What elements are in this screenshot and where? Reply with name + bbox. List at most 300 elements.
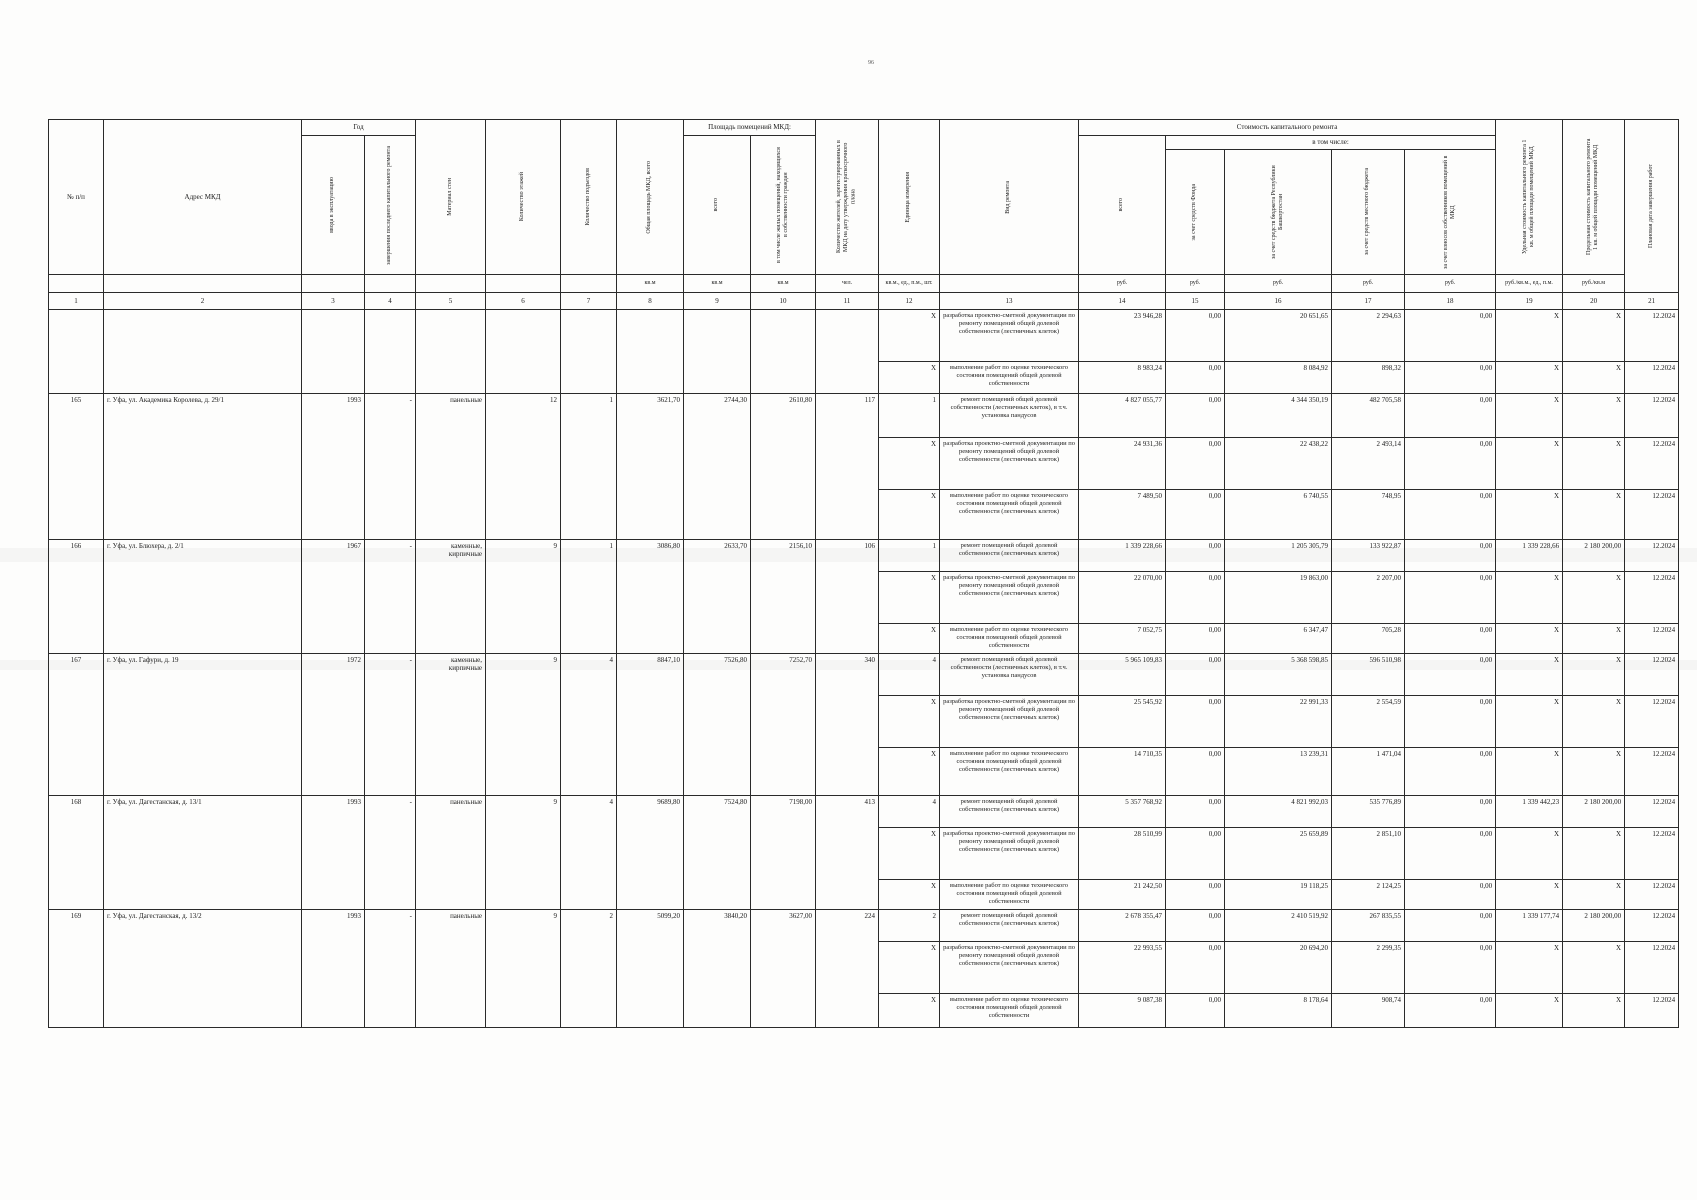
col-header-material: Материал стен [416,120,486,275]
cell-unit: Х [879,362,940,394]
cell-limit-cost: 2 180 200,00 [1563,540,1625,572]
unit-cell: кв.м [684,275,751,293]
col-header-year-built: ввода в эксплуатацию [302,136,365,275]
cell-unit: 1 [879,394,940,438]
unit-cell: кв.м., ед., п.м., шт. [879,275,940,293]
cell-work-type: разработка проектно-сметной документации по ремонту помещений общей долевой собственности (лестничных клеток) [940,438,1079,490]
column-number: 19 [1496,293,1563,310]
cell-year-built: 1993 [302,394,365,540]
col-header-address: Адрес МКД [104,120,302,275]
cell-specific-cost: Х [1496,828,1563,880]
cell-cost-local: 2 554,59 [1332,696,1405,748]
cell-area-living: 7198,00 [751,796,816,910]
cell-planned-date: 12.2024 [1625,994,1679,1028]
cell-cost-local: 2 299,35 [1332,942,1405,994]
column-number: 9 [684,293,751,310]
cell-cost-total: 22 070,00 [1079,572,1166,624]
cell-cost-owners: 0,00 [1405,942,1496,994]
group-header-cost: Стоимость капитального ремонта [1079,120,1496,136]
cell-work-type: разработка проектно-сметной документации по ремонту помещений общей долевой собственности (лестничных клеток) [940,572,1079,624]
cell-num: 166 [49,540,104,654]
cell-work-type: ремонт помещений общей долевой собственности (лестничных клеток) [940,540,1079,572]
cell-cost-local: 748,95 [1332,490,1405,540]
cell-entrances: 2 [561,910,617,1028]
cell-cost-fund: 0,00 [1166,828,1225,880]
group-header-cost-sub: в том числе: [1166,136,1496,150]
cell-cost-local: 898,32 [1332,362,1405,394]
cell-address: г. Уфа, ул. Дагестанская, д. 13/2 [104,910,302,1028]
cell-unit: 1 [879,540,940,572]
cell-cost-local: 267 835,55 [1332,910,1405,942]
cell-planned-date: 12.2024 [1625,696,1679,748]
cell-material: панельные [416,394,486,540]
col-header-num: № п/п [49,120,104,275]
cell-cost-local: 1 471,04 [1332,748,1405,796]
cell-cost-total: 8 983,24 [1079,362,1166,394]
cell-cost-rb: 22 991,33 [1225,696,1332,748]
cell-specific-cost: 1 339 177,74 [1496,910,1563,942]
cell-residents: 117 [816,394,879,540]
table-row [49,654,1679,696]
cell-entrances: 1 [561,394,617,540]
cell-entrances: 4 [561,796,617,910]
cell-specific-cost: Х [1496,696,1563,748]
col-header-specific-cost: Удельная стоимость капитального ремонта 1 кв. м общей площади помещений МКД [1496,120,1563,275]
cell-cost-fund: 0,00 [1166,362,1225,394]
column-number: 5 [416,293,486,310]
cell-area-living: 2156,10 [751,540,816,654]
cell-cost-fund: 0,00 [1166,696,1225,748]
cell-cost-rb: 5 368 598,85 [1225,654,1332,696]
cell-work-type: ремонт помещений общей долевой собственности (лестничных клеток), в т.ч. установка пандусов [940,654,1079,696]
cell-cost-owners: 0,00 [1405,438,1496,490]
cell-floors: 12 [486,394,561,540]
cell-limit-cost: Х [1563,490,1625,540]
col-header-area-all: всего [684,136,751,275]
cell-cost-rb: 2 410 519,92 [1225,910,1332,942]
column-number: 8 [617,293,684,310]
cell-cost-rb: 19 863,00 [1225,572,1332,624]
cell-cost-rb: 6 347,47 [1225,624,1332,654]
cell-limit-cost: 2 180 200,00 [1563,796,1625,828]
cell-cost-rb: 6 740,55 [1225,490,1332,540]
cell-unit: 2 [879,910,940,942]
cell-cost-local: 482 705,58 [1332,394,1405,438]
cell-limit-cost: Х [1563,880,1625,910]
cell-cost-local: 2 294,63 [1332,310,1405,362]
cell-planned-date: 12.2024 [1625,796,1679,828]
cell-specific-cost: Х [1496,394,1563,438]
cell-material: панельные [416,796,486,910]
table-body [49,310,1679,1028]
cell-address: г. Уфа, ул. Гафури, д. 19 [104,654,302,796]
cell-specific-cost: Х [1496,490,1563,540]
cell-unit: Х [879,828,940,880]
cell-specific-cost: Х [1496,654,1563,696]
cell-specific-cost: 1 339 442,23 [1496,796,1563,828]
cell-area-total: 9689,80 [617,796,684,910]
cell-cost-total: 5 965 109,83 [1079,654,1166,696]
cell-area-all: 2633,70 [684,540,751,654]
cell-residents [816,310,879,394]
cell-num: 167 [49,654,104,796]
column-number: 14 [1079,293,1166,310]
cell-cost-fund: 0,00 [1166,310,1225,362]
cell-planned-date: 12.2024 [1625,362,1679,394]
cell-area-living: 2610,80 [751,394,816,540]
cell-cost-total: 7 052,75 [1079,624,1166,654]
cell-cost-owners: 0,00 [1405,880,1496,910]
cell-unit: Х [879,490,940,540]
cell-cost-local: 535 776,89 [1332,796,1405,828]
cell-cost-owners: 0,00 [1405,572,1496,624]
cell-limit-cost: Х [1563,654,1625,696]
cell-cost-fund: 0,00 [1166,748,1225,796]
cell-cost-total: 22 993,55 [1079,942,1166,994]
cell-cost-rb: 8 178,64 [1225,994,1332,1028]
cell-specific-cost: Х [1496,438,1563,490]
cell-work-type: ремонт помещений общей долевой собственности (лестничных клеток) [940,796,1079,828]
cell-cost-rb: 8 084,92 [1225,362,1332,394]
cell-area-all: 7524,80 [684,796,751,910]
cell-work-type: разработка проектно-сметной документации по ремонту помещений общей долевой собственности (лестничных клеток) [940,942,1079,994]
cell-work-type: выполнение работ по оценке технического состояния помещений общей долевой собственности [940,880,1079,910]
cell-limit-cost: Х [1563,438,1625,490]
units-row [49,275,1679,293]
cell-unit: Х [879,942,940,994]
cell-planned-date: 12.2024 [1625,490,1679,540]
column-number: 16 [1225,293,1332,310]
unit-cell: кв.м [751,275,816,293]
column-number: 2 [104,293,302,310]
cell-num: 168 [49,796,104,910]
cell-area-all: 2744,30 [684,394,751,540]
cell-cost-owners: 0,00 [1405,910,1496,942]
cell-work-type: выполнение работ по оценке технического состояния помещений общей долевой собственности (лестничных клеток) [940,748,1079,796]
cell-address: г. Уфа, ул. Академика Королева, д. 29/1 [104,394,302,540]
cell-work-type: разработка проектно-сметной документации по ремонту помещений общей долевой собственности (лестничных клеток) [940,696,1079,748]
table-row [49,394,1679,438]
col-header-unit: Единица измерения [879,120,940,275]
cell-specific-cost: Х [1496,994,1563,1028]
cell-planned-date: 12.2024 [1625,880,1679,910]
cell-planned-date: 12.2024 [1625,572,1679,624]
table-row [49,310,1679,362]
cell-limit-cost: Х [1563,310,1625,362]
cell-cost-fund: 0,00 [1166,394,1225,438]
cell-cost-owners: 0,00 [1405,696,1496,748]
cell-floors: 9 [486,796,561,910]
cell-num [49,310,104,394]
cell-cost-rb: 13 239,31 [1225,748,1332,796]
unit-cell: руб. [1405,275,1496,293]
cell-unit: Х [879,748,940,796]
cell-work-type: разработка проектно-сметной документации по ремонту помещений общей долевой собственности (лестничных клеток) [940,828,1079,880]
cell-cost-owners: 0,00 [1405,748,1496,796]
cell-planned-date: 12.2024 [1625,654,1679,696]
column-numbers-row [49,293,1679,310]
cell-year-repair: - [365,654,416,796]
group-header-area: Площадь помещений МКД: [684,120,816,136]
cell-cost-rb: 25 659,89 [1225,828,1332,880]
cell-work-type: выполнение работ по оценке технического состояния помещений общей долевой собственности [940,994,1079,1028]
cell-cost-fund: 0,00 [1166,796,1225,828]
cell-cost-owners: 0,00 [1405,540,1496,572]
cell-material [416,310,486,394]
cell-address [104,310,302,394]
col-header-local-budget: за счет средств местного бюджета [1332,150,1405,275]
cell-cost-total: 28 510,99 [1079,828,1166,880]
cell-cost-fund: 0,00 [1166,994,1225,1028]
cell-area-all: 3840,20 [684,910,751,1028]
cell-floors: 9 [486,540,561,654]
cell-cost-rb: 20 651,65 [1225,310,1332,362]
unit-cell: руб. [1079,275,1166,293]
cell-area-total: 8847,10 [617,654,684,796]
cell-area-total: 5099,20 [617,910,684,1028]
column-number: 11 [816,293,879,310]
cell-limit-cost: Х [1563,696,1625,748]
column-number: 15 [1166,293,1225,310]
cell-year-repair: - [365,910,416,1028]
cell-specific-cost: Х [1496,362,1563,394]
cell-specific-cost: Х [1496,942,1563,994]
cell-limit-cost: Х [1563,362,1625,394]
col-header-area-living: в том числе жилых помещений, находящихся в собственности граждан [751,136,816,275]
cell-residents: 413 [816,796,879,910]
cell-year-built: 1993 [302,910,365,1028]
cell-residents: 340 [816,654,879,796]
cell-work-type: ремонт помещений общей долевой собственности (лестничных клеток) [940,910,1079,942]
cell-cost-rb: 20 694,20 [1225,942,1332,994]
column-number: 18 [1405,293,1496,310]
cell-year-repair: - [365,394,416,540]
cell-specific-cost: Х [1496,624,1563,654]
cell-unit: Х [879,696,940,748]
cell-planned-date: 12.2024 [1625,828,1679,880]
cell-cost-fund: 0,00 [1166,624,1225,654]
cell-area-all: 7526,80 [684,654,751,796]
cell-cost-total: 2 678 355,47 [1079,910,1166,942]
cell-planned-date: 12.2024 [1625,624,1679,654]
cell-floors: 9 [486,910,561,1028]
cell-cost-fund: 0,00 [1166,910,1225,942]
cell-cost-owners: 0,00 [1405,394,1496,438]
cell-limit-cost: Х [1563,942,1625,994]
cell-year-repair: - [365,796,416,910]
cell-planned-date: 12.2024 [1625,540,1679,572]
cell-unit: 4 [879,796,940,828]
cell-cost-fund: 0,00 [1166,880,1225,910]
cell-year-built: 1993 [302,796,365,910]
cell-unit: 4 [879,654,940,696]
column-number: 7 [561,293,617,310]
column-number: 10 [751,293,816,310]
group-header-year: Год [302,120,416,136]
cell-cost-local: 705,28 [1332,624,1405,654]
repair-plan-table [48,119,1679,1028]
cell-unit: Х [879,880,940,910]
unit-cell: руб./кв.м [1563,275,1625,293]
cell-cost-total: 23 946,28 [1079,310,1166,362]
cell-specific-cost: Х [1496,310,1563,362]
cell-unit: Х [879,572,940,624]
cell-material: каменные, кирпичные [416,654,486,796]
col-header-limit-cost: Предельная стоимость капитального ремонта 1 кв. м общей площади помещений МКД [1563,120,1625,275]
table-row [49,796,1679,828]
cell-residents: 106 [816,540,879,654]
cell-cost-fund: 0,00 [1166,572,1225,624]
cell-cost-rb: 19 118,25 [1225,880,1332,910]
cell-cost-fund: 0,00 [1166,490,1225,540]
cell-cost-owners: 0,00 [1405,796,1496,828]
col-header-owners: за счет взносов собственников помещений в МКД [1405,150,1496,275]
column-number: 12 [879,293,940,310]
cell-cost-local: 2 851,10 [1332,828,1405,880]
cell-cost-owners: 0,00 [1405,828,1496,880]
cell-area-total: 3086,80 [617,540,684,654]
col-header-residents: Количество жителей, зарегистрированных в МКД на дату утверждения краткосрочного плана [816,120,879,275]
col-header-year-repair: завершения последнего капитального ремонта [365,136,416,275]
cell-cost-local: 596 510,98 [1332,654,1405,696]
col-header-work-type: Вид ремонта [940,120,1079,275]
cell-unit: Х [879,310,940,362]
cell-cost-owners: 0,00 [1405,624,1496,654]
cell-planned-date: 12.2024 [1625,910,1679,942]
cell-year-built: 1972 [302,654,365,796]
cell-specific-cost: 1 339 228,66 [1496,540,1563,572]
cell-year-repair: - [365,540,416,654]
page-number: 96 [868,60,874,66]
cell-cost-total: 1 339 228,66 [1079,540,1166,572]
cell-work-type: разработка проектно-сметной документации по ремонту помещений общей долевой собственности (лестничных клеток) [940,310,1079,362]
cell-entrances [561,310,617,394]
cell-cost-owners: 0,00 [1405,994,1496,1028]
col-header-planned-date: Плановая дата завершения работ [1625,120,1679,293]
cell-address: г. Уфа, ул. Блюхера, д. 2/1 [104,540,302,654]
col-header-cost-total: всего [1079,136,1166,275]
cell-limit-cost: 2 180 200,00 [1563,910,1625,942]
column-number: 6 [486,293,561,310]
unit-cell: руб. [1225,275,1332,293]
cell-limit-cost: Х [1563,748,1625,796]
cell-cost-rb: 4 344 350,19 [1225,394,1332,438]
cell-cost-owners: 0,00 [1405,310,1496,362]
cell-area-living: 3627,00 [751,910,816,1028]
cell-cost-local: 908,74 [1332,994,1405,1028]
unit-cell: чел. [816,275,879,293]
cell-cost-owners: 0,00 [1405,490,1496,540]
cell-year-repair [365,310,416,394]
cell-limit-cost: Х [1563,994,1625,1028]
cell-year-built [302,310,365,394]
cell-limit-cost: Х [1563,394,1625,438]
cell-planned-date: 12.2024 [1625,310,1679,362]
cell-planned-date: 12.2024 [1625,438,1679,490]
cell-work-type: выполнение работ по оценке технического состояния помещений общей долевой собственности [940,624,1079,654]
cell-limit-cost: Х [1563,624,1625,654]
cell-unit: Х [879,438,940,490]
table-header [49,120,1679,310]
cell-cost-owners: 0,00 [1405,654,1496,696]
cell-entrances: 1 [561,540,617,654]
cell-cost-rb: 4 821 992,03 [1225,796,1332,828]
cell-cost-total: 4 827 055,77 [1079,394,1166,438]
table-row [49,910,1679,942]
column-number: 4 [365,293,416,310]
col-header-rb-budget: за счет средств бюджета Республики Башкортостан [1225,150,1332,275]
cell-area-living: 7252,70 [751,654,816,796]
cell-specific-cost: Х [1496,748,1563,796]
column-number: 13 [940,293,1079,310]
cell-cost-local: 2 124,25 [1332,880,1405,910]
cell-cost-fund: 0,00 [1166,942,1225,994]
column-number: 17 [1332,293,1405,310]
cell-work-type: выполнение работ по оценке технического состояния помещений общей долевой собственности [940,362,1079,394]
cell-address: г. Уфа, ул. Дагестанская, д. 13/1 [104,796,302,910]
cell-limit-cost: Х [1563,572,1625,624]
cell-cost-total: 5 357 768,92 [1079,796,1166,828]
cell-cost-total: 25 545,92 [1079,696,1166,748]
cell-planned-date: 12.2024 [1625,748,1679,796]
cell-cost-total: 21 242,50 [1079,880,1166,910]
cell-area-total: 3621,70 [617,394,684,540]
cell-residents: 224 [816,910,879,1028]
cell-cost-local: 2 493,14 [1332,438,1405,490]
cell-cost-fund: 0,00 [1166,438,1225,490]
column-number: 3 [302,293,365,310]
cell-cost-local: 133 922,87 [1332,540,1405,572]
col-header-entrances: Количество подъездов [561,120,617,275]
cell-area-living [751,310,816,394]
cell-cost-total: 9 087,38 [1079,994,1166,1028]
col-header-floors: Количество этажей [486,120,561,275]
cell-num: 165 [49,394,104,540]
cell-unit: Х [879,994,940,1028]
col-header-area-total: Общая площадь МКД, всего [617,120,684,275]
cell-floors [486,310,561,394]
cell-cost-owners: 0,00 [1405,362,1496,394]
unit-cell: кв.м [617,275,684,293]
cell-planned-date: 12.2024 [1625,394,1679,438]
cell-material: каменные, кирпичные [416,540,486,654]
cell-limit-cost: Х [1563,828,1625,880]
cell-cost-total: 14 710,35 [1079,748,1166,796]
unit-cell: руб./кв.м., ед., п.м. [1496,275,1563,293]
cell-floors: 9 [486,654,561,796]
cell-cost-total: 24 931,36 [1079,438,1166,490]
cell-cost-rb: 22 438,22 [1225,438,1332,490]
cell-year-built: 1967 [302,540,365,654]
cell-area-all [684,310,751,394]
cell-area-total [617,310,684,394]
cell-cost-fund: 0,00 [1166,540,1225,572]
col-header-fund: за счет средств Фонда [1166,150,1225,275]
unit-cell: руб. [1166,275,1225,293]
cell-planned-date: 12.2024 [1625,942,1679,994]
cell-cost-local: 2 207,00 [1332,572,1405,624]
cell-specific-cost: Х [1496,880,1563,910]
cell-material: панельные [416,910,486,1028]
cell-work-type: ремонт помещений общей долевой собственности (лестничных клеток), в т.ч. установка пандусов [940,394,1079,438]
cell-unit: Х [879,624,940,654]
cell-specific-cost: Х [1496,572,1563,624]
cell-work-type: выполнение работ по оценке технического состояния помещений общей долевой собственности (лестничных клеток) [940,490,1079,540]
cell-cost-total: 7 489,50 [1079,490,1166,540]
cell-num: 169 [49,910,104,1028]
unit-cell: руб. [1332,275,1405,293]
cell-cost-rb: 1 205 305,79 [1225,540,1332,572]
